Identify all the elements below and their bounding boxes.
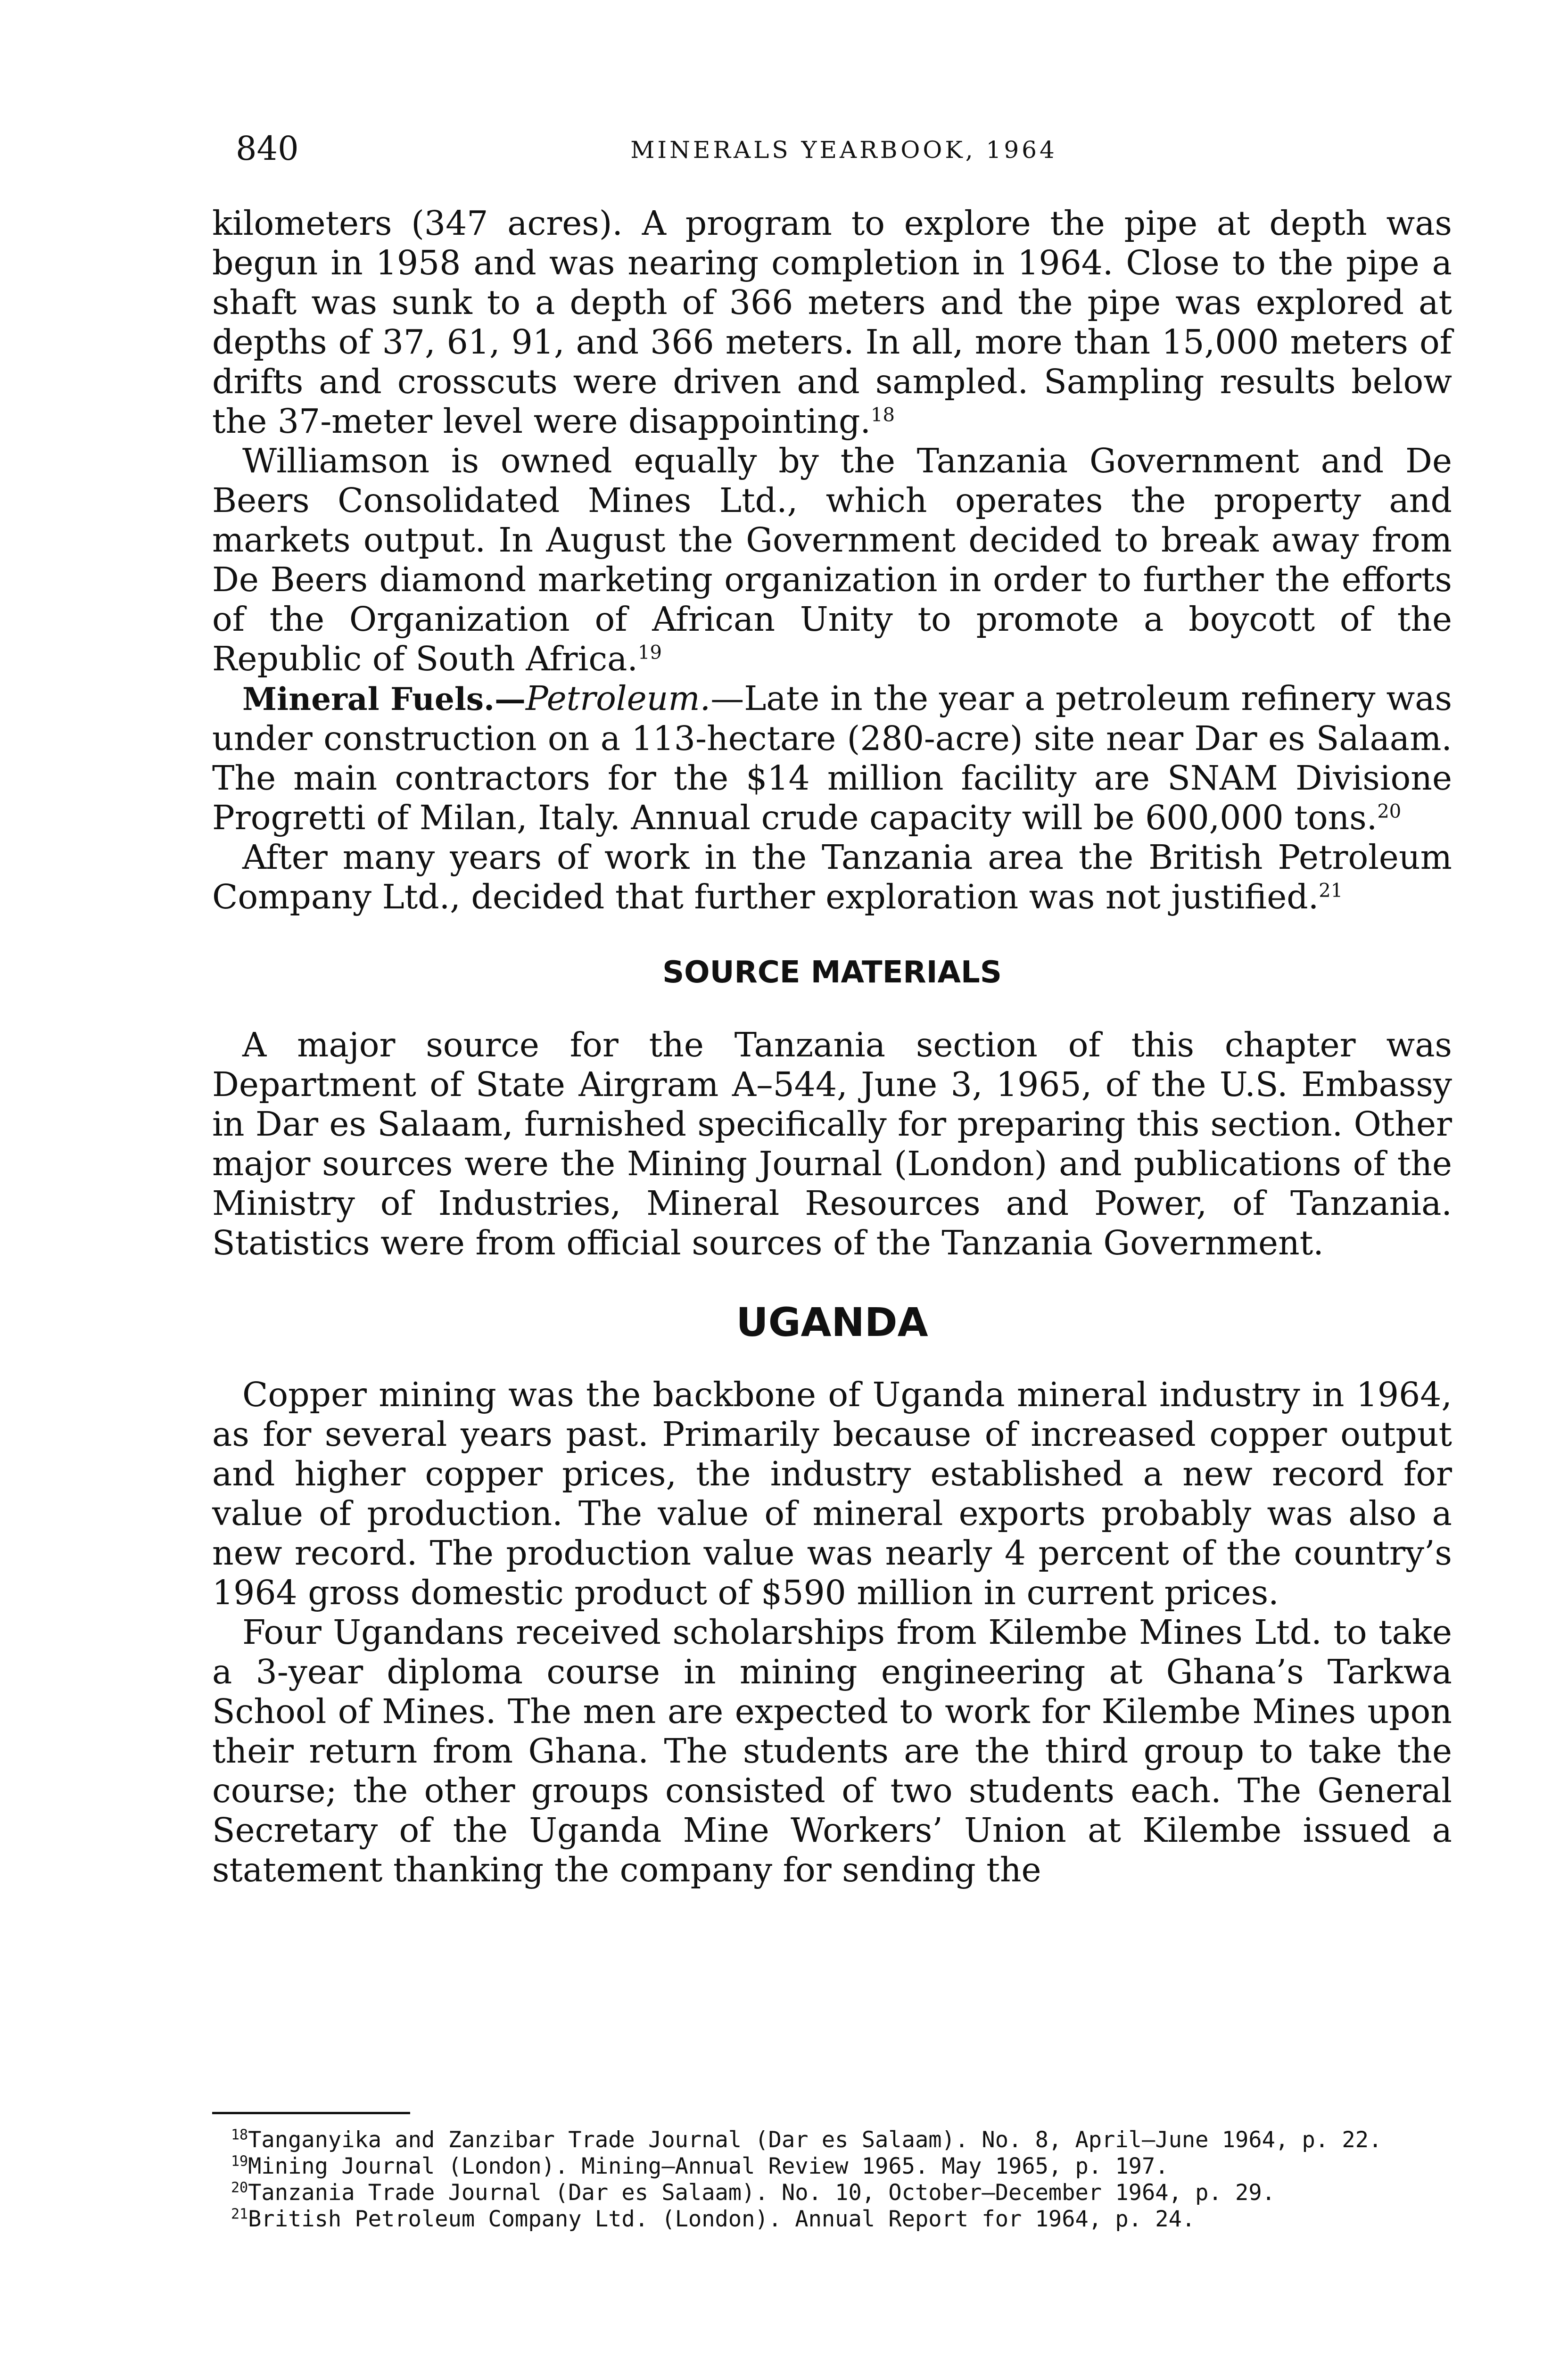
section-heading-source-materials: SOURCE MATERIALS <box>662 955 1002 990</box>
paragraph-british-petroleum <box>212 838 1452 917</box>
footnote-ref: 18 <box>871 404 895 426</box>
paragraph-kimberlite-pipe <box>212 204 1452 441</box>
footnote-text: Tanganyika and Zanzibar Trade Journal (Dar es Salaam). No. 8, April–June 1964, p. 22. <box>248 2127 1382 2153</box>
paragraph-text: kilometers (347 acres). A program to explore the pipe at depth was begun in 1958 and was nearing completion in 1964. Close to the pipe a shaft was sunk to a depth of 366 meters and the pipe was explored at depths of 37, 61, 91, and 366 meters. In all, more than 15,000 meters of drifts and crosscuts were driven and sampled. Sampling results below the 37-meter level were disappointing. <box>212 204 1452 441</box>
footnotes <box>212 2127 1452 2233</box>
paragraph-uganda-copper: Copper mining was the backbone of Uganda mineral industry in 1964, as for several years past. Primarily because of increased copper output and higher copper prices, the industry established a new record for value of production. The value of mineral exports probably was also a new record. The production value was nearly 4 percent of the country’s 1964 gross domestic product of $590 million in current prices. <box>212 1375 1452 1612</box>
footnote <box>212 2180 1452 2206</box>
paragraph-text: —Late in the year a petroleum refinery was under construction on a 113-hectare (280-acre) site near Dar es Salaam. The main contractors for the $14 million facility are SNAM Divisione Progretti of Milan, Italy. Annual crude capacity will be 600,000 tons. <box>212 679 1452 837</box>
run-in-subheading: Petroleum. <box>526 679 711 718</box>
body-text <box>212 204 1452 1890</box>
footnote-number: 21 <box>231 2206 248 2223</box>
page-number: 840 <box>236 129 299 168</box>
paragraph-williamson <box>212 441 1452 679</box>
footnote-ref: 19 <box>638 642 662 664</box>
footnote-divider <box>212 2112 410 2114</box>
paragraph-uganda-scholarships: Four Ugandans received scholarships from Kilembe Mines Ltd. to take a 3-year diploma course in mining engineering at Ghana’s Tarkwa School of Mines. The men are expected to work for Kilembe Mines upon their return from Ghana. The students are the third group to take the course; the other groups consisted of two students each. The General Secretary of the Uganda Mine Workers’ Union at Kilembe issued a statement thanking the company for sending the <box>212 1613 1452 1889</box>
paragraph-mineral-fuels <box>212 679 1452 838</box>
paragraph-source-materials: A major source for the Tanzania section of this chapter was Department of State Airgram A–544, June 3, 1965, of the U.S. Embassy in Dar es Salaam, furnished specifically for preparing this section. Other major sources were the Mining Journal (London) and publications of the Ministry of Industries, Mineral Resources and Power, of Tanzania. Statistics were from official sources of the Tanzania Government. <box>212 1025 1452 1262</box>
footnote <box>212 2206 1452 2233</box>
footnote-ref: 20 <box>1377 800 1402 823</box>
section-heading-uganda: UGANDA <box>736 1299 928 1345</box>
footnote-number: 19 <box>231 2153 248 2170</box>
footnote-number: 18 <box>231 2126 248 2143</box>
footnote-number: 20 <box>231 2179 248 2196</box>
running-title: MINERALS YEARBOOK, 1964 <box>630 136 1057 164</box>
footnote-text: Mining Journal (London). Mining—Annual Review 1965. May 1965, p. 197. <box>248 2153 1169 2179</box>
paragraph-text: Williamson is owned equally by the Tanzania Government and De Beers Consolidated Mines Ltd., which operates the property and markets output. In August the Government decided to break away from De Beers diamond marketing organization in order to further the efforts of the Organization of African Unity to promote a boycott of the Republic of South Africa. <box>212 441 1452 678</box>
paragraph-text: After many years of work in the Tanzania area the British Petroleum Company Ltd., decided that further exploration was not justified. <box>212 838 1452 916</box>
footnote-text: British Petroleum Company Ltd. (London). Annual Report for 1964, p. 24. <box>248 2206 1196 2232</box>
footnote <box>212 2127 1452 2153</box>
footnote-ref: 21 <box>1319 880 1343 902</box>
footnote <box>212 2153 1452 2180</box>
page-header <box>236 127 1452 174</box>
footnote-text: Tanzania Trade Journal (Dar es Salaam). No. 10, October–December 1964, p. 29. <box>248 2180 1275 2206</box>
run-in-heading: Mineral Fuels.— <box>242 681 526 717</box>
